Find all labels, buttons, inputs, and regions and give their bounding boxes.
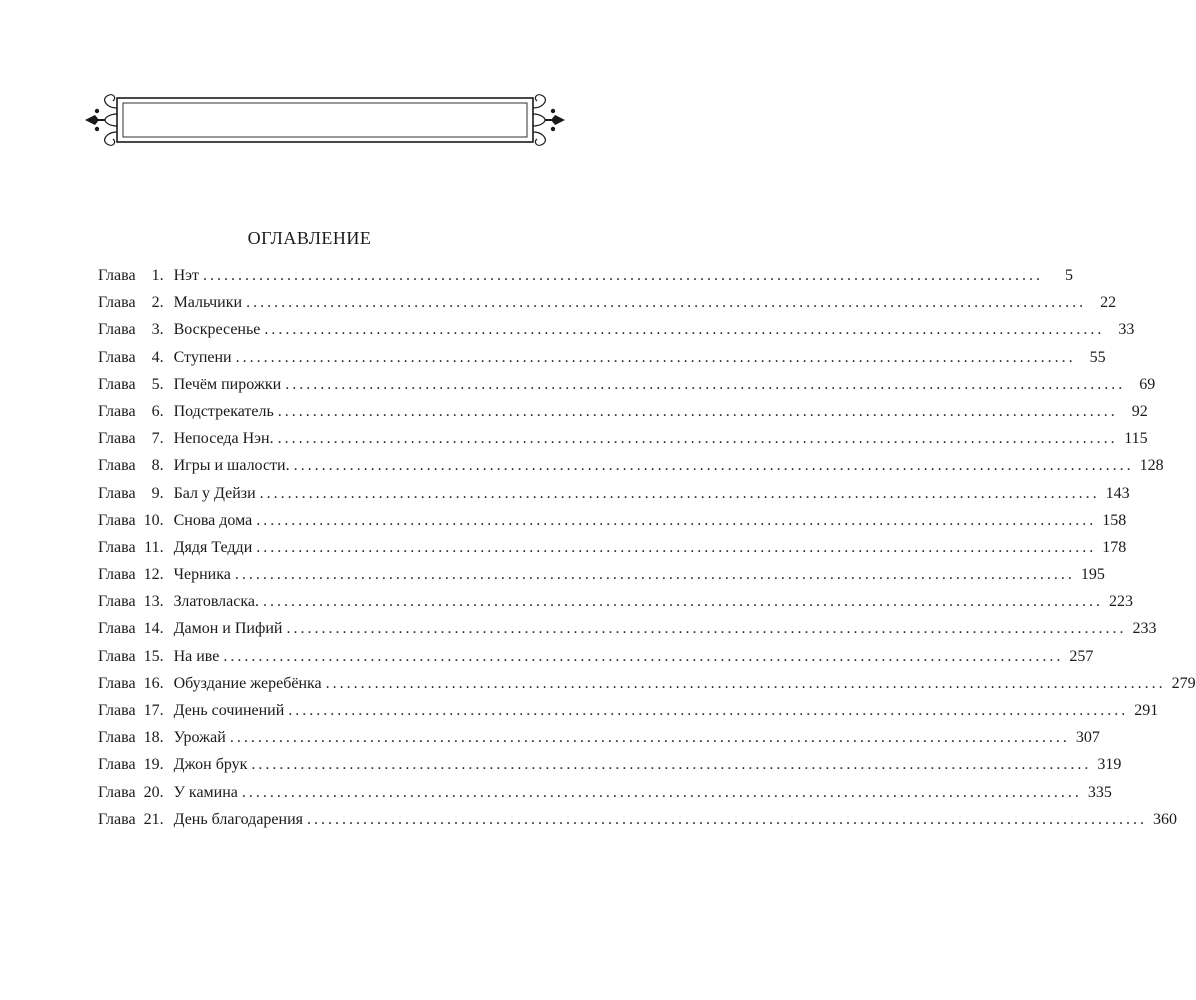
page-number: 33 [1118, 321, 1135, 339]
chapter-number: 20. [143, 783, 164, 801]
page-title: ОГЛАВЛЕНИЕ [247, 228, 372, 248]
chapter-word: Глава [98, 783, 136, 801]
chapter-word: Глава [98, 402, 136, 420]
chapter-title: День сочинений [173, 702, 285, 719]
chapter-number: 2. [151, 294, 164, 312]
chapter-word: Глава [98, 430, 136, 448]
chapter-title: Черника [173, 566, 231, 584]
dot-leader: ........................................................................................................................ [246, 294, 1087, 312]
page-number: 178 [1102, 538, 1127, 556]
page-number: 279 [1171, 674, 1196, 692]
page-number: 257 [1069, 647, 1094, 665]
chapter-number: 18. [143, 729, 164, 747]
dot-leader: ........................................................................................................................ [277, 430, 1118, 448]
chapter-title: Обуздание жеребёнка [173, 674, 322, 692]
chapter-number: 21. [143, 810, 164, 828]
toc-entry [98, 615, 1157, 642]
chapter-word: Глава [98, 294, 136, 312]
chapter-word: Глава [98, 321, 136, 339]
page-number: 55 [1089, 348, 1106, 366]
dot-leader: ........................................................................................................................ [256, 511, 1097, 529]
chapter-title: Непоседа Нэн. [173, 430, 274, 448]
page-number: 128 [1139, 457, 1164, 475]
page-number: 158 [1102, 511, 1127, 529]
page-number: 291 [1134, 702, 1159, 719]
dot-leader: ........................................................................................................................ [259, 484, 1100, 502]
page-number: 335 [1087, 783, 1112, 801]
page-number: 233 [1132, 620, 1157, 638]
chapter-title: Дядя Тедди [173, 538, 253, 556]
dot-leader: ........................................................................................................................ [235, 348, 1076, 366]
chapter-word: Глава [98, 620, 136, 638]
chapter-title: Воскресенье [173, 321, 261, 339]
toc-entry [98, 262, 1073, 289]
chapter-number: 1. [151, 267, 164, 284]
dot-leader: ........................................................................................................................ [285, 375, 1126, 393]
chapter-number: 6. [151, 402, 164, 420]
dot-leader: ........................................................................................................................ [264, 321, 1105, 339]
chapter-word: Глава [98, 267, 136, 284]
chapter-word: Глава [98, 566, 136, 584]
chapter-title: Игры и шалости. [173, 457, 290, 475]
chapter-number: 11. [144, 538, 164, 556]
page-number: 360 [1153, 810, 1178, 828]
chapter-number: 17. [143, 702, 164, 719]
chapter-word: Глава [98, 538, 136, 556]
toc-entry [98, 751, 1122, 778]
chapter-number: 9. [151, 484, 164, 502]
dot-leader: ........................................................................................................................ [293, 457, 1134, 475]
toc-entry [98, 480, 1130, 507]
chapter-title: Нэт [173, 267, 199, 284]
chapter-number: 5. [151, 375, 164, 393]
toc-entry [98, 398, 1148, 425]
chapter-title: Ступени [173, 348, 232, 366]
chapter-number: 3. [151, 321, 164, 339]
page-number: 319 [1097, 756, 1122, 774]
dot-leader: ........................................................................................................................ [263, 593, 1103, 611]
page-number: 195 [1080, 566, 1105, 584]
toc-entry [98, 697, 1159, 724]
page-number: 22 [1100, 294, 1117, 312]
chapter-number: 10. [143, 511, 164, 529]
toc-entry [98, 425, 1148, 452]
toc-entry [98, 779, 1112, 806]
toc-entry [98, 371, 1156, 398]
chapter-word: Глава [98, 702, 136, 719]
chapter-number: 7. [151, 430, 164, 448]
chapter-word: Глава [98, 674, 136, 692]
toc-entry [98, 507, 1127, 534]
chapter-title: Джон брук [173, 756, 248, 774]
dot-leader: ........................................................................................................................ [251, 756, 1092, 774]
page-number: 5 [1065, 267, 1073, 284]
chapter-title: Бал у Дейзи [173, 484, 256, 502]
chapter-title: Снова дома [173, 511, 253, 529]
chapter-word: Глава [98, 375, 136, 393]
chapter-word: Глава [98, 457, 136, 475]
toc-entry [98, 806, 1178, 833]
page-number: 69 [1139, 375, 1156, 393]
chapter-number: 12. [143, 566, 164, 584]
chapter-number: 4. [151, 348, 164, 366]
chapter-number: 19. [143, 756, 164, 774]
chapter-title: На иве [173, 647, 220, 665]
dot-leader: ........................................................................................................................ [223, 647, 1064, 665]
chapter-number: 16. [143, 674, 164, 692]
toc-entry [98, 561, 1105, 588]
chapter-number: 15. [143, 647, 164, 665]
dot-leader: ........................................................................................................................ [286, 620, 1127, 638]
chapter-number: 13. [143, 593, 164, 611]
dot-leader: ........................................................................................................................ [325, 674, 1166, 692]
chapter-title: Дамон и Пифий [173, 620, 283, 638]
page-number: 307 [1075, 729, 1100, 747]
chapter-word: Глава [98, 348, 136, 366]
toc-entry [98, 588, 1133, 615]
chapter-word: Глава [98, 593, 136, 611]
decorative-header-frame [83, 88, 567, 152]
dot-leader: ........................................................................................................................ [288, 702, 1129, 719]
toc-entry [98, 724, 1100, 751]
chapter-word: Глава [98, 484, 136, 502]
toc-entry [98, 344, 1106, 371]
chapter-title: День благодарения [173, 810, 304, 828]
page-number: 115 [1124, 430, 1148, 448]
chapter-word: Глава [98, 647, 136, 665]
toc-entry [98, 316, 1135, 343]
chapter-title: Мальчики [173, 294, 243, 312]
page-number: 223 [1109, 593, 1133, 611]
chapter-word: Глава [98, 511, 136, 529]
chapter-title: Златовласка. [173, 593, 259, 611]
toc-entry [98, 289, 1117, 316]
chapter-number: 14. [143, 620, 164, 638]
dot-leader: ........................................................................................................................ [241, 783, 1082, 801]
chapter-title: Подстрекатель [173, 402, 274, 420]
chapter-title: Печём пирожки [173, 375, 282, 393]
chapter-title: Урожай [173, 729, 226, 747]
toc-entry [98, 452, 1164, 479]
dot-leader: ........................................................................................................................ [256, 538, 1097, 556]
page-number: 92 [1131, 402, 1148, 420]
chapter-word: Глава [98, 810, 136, 828]
dot-leader: ........................................................................................................................ [307, 810, 1148, 828]
table-of-contents [98, 262, 1196, 833]
dot-leader: ........................................................................................................................ [277, 402, 1118, 420]
page-number: 143 [1105, 484, 1130, 502]
chapter-number: 8. [151, 457, 164, 475]
dot-leader: ........................................................................................................................ [229, 729, 1070, 747]
toc-entry [98, 643, 1094, 670]
toc-entry [98, 670, 1196, 697]
dot-leader: ........................................................................................................................ [234, 566, 1075, 584]
chapter-title: У камина [173, 783, 238, 801]
chapter-word: Глава [98, 756, 136, 774]
dot-leader: ........................................................................................................................ [203, 267, 1043, 284]
chapter-word: Глава [98, 729, 136, 747]
toc-entry [98, 534, 1127, 561]
